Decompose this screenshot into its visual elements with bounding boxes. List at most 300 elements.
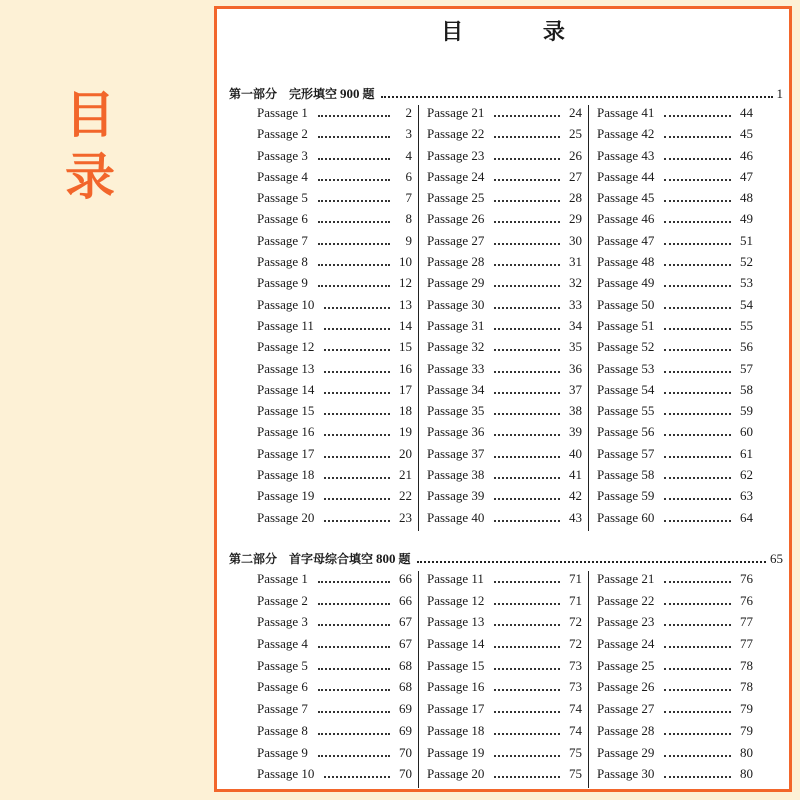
leader-dots [494,433,560,436]
toc-entry-page: 80 [740,766,753,782]
leader-dots [494,623,560,626]
leader-dots [664,114,731,117]
toc-entry [427,403,588,424]
toc-entry-label: Passage 60 [597,509,655,525]
leader-dots [324,433,390,436]
toc-entry [257,424,418,445]
leader-dots [494,602,560,605]
leader-dots [664,602,731,605]
leader-dots [324,497,390,500]
toc-entry-label: Passage 22 [427,126,485,142]
toc-entry-page: 7 [405,190,412,206]
toc-entry [427,446,588,467]
toc-entry-label: Passage 21 [427,105,485,120]
toc-entry-label: Passage 30 [427,296,485,312]
leader-dots [494,348,560,351]
leader-dots [664,220,731,223]
section-1-column-3 [589,105,759,531]
toc-entry-label: Passage 5 [257,657,308,673]
toc-entry [427,614,588,636]
leader-dots [494,455,560,458]
toc-entry [257,593,418,615]
toc-entry-label: Passage 54 [597,381,655,397]
section-1-prefix: 第一部分 完形填空 [229,87,338,101]
toc-entry-page: 41 [569,467,582,483]
toc-entry [427,169,588,190]
toc-entry [597,658,759,680]
toc-entry [257,510,418,531]
leader-dots [664,412,731,415]
toc-entry-label: Passage 52 [597,339,655,355]
toc-entry [257,361,418,382]
section-1-entries [217,105,789,531]
toc-entry-page: 64 [740,509,753,525]
leader-dots [318,199,390,202]
toc-entry [597,424,759,445]
toc-entry [597,382,759,403]
toc-entry-label: Passage 25 [427,190,485,206]
toc-entry-page: 40 [569,445,582,461]
toc-entry-page: 51 [740,232,753,248]
toc-entry-label: Passage 17 [257,445,315,461]
toc-entry-label: Passage 9 [257,744,308,760]
toc-entry-label: Passage 58 [597,467,655,483]
leader-dots [318,688,390,691]
toc-entry [427,766,588,788]
toc-entry-label: Passage 7 [257,232,308,248]
toc-page [214,6,792,792]
toc-entry-label: Passage 48 [597,254,655,270]
leader-dots [494,519,560,522]
toc-entry [597,593,759,615]
toc-entry-page: 33 [569,296,582,312]
toc-entry-label: Passage 3 [257,614,308,630]
toc-entry-label: Passage 43 [597,147,655,163]
section-2-heading [229,550,783,570]
toc-entry-label: Passage 6 [257,679,308,695]
toc-entry-label: Passage 19 [257,488,315,504]
toc-entry [597,766,759,788]
leader-dots [318,602,390,605]
toc-entry [597,723,759,745]
toc-entry-page: 2 [405,105,412,120]
toc-entry-page: 48 [740,190,753,206]
toc-entry [597,254,759,275]
toc-entry-page: 13 [399,296,412,312]
leader-dots [494,775,560,778]
leader-dots [664,178,731,181]
leader-dots [664,754,731,757]
section-2-column-2 [419,571,589,788]
leader-dots [318,114,390,117]
toc-entry-label: Passage 45 [597,190,655,206]
toc-entry-page: 73 [569,657,582,673]
leader-dots [381,95,773,98]
toc-entry-page: 45 [740,126,753,142]
toc-entry-label: Passage 33 [427,360,485,376]
leader-dots [318,263,390,266]
leader-dots [494,242,560,245]
section-2-prefix: 第二部分 首字母综合填空 [229,552,374,566]
toc-entry-page: 68 [399,657,412,673]
toc-entry [427,105,588,126]
toc-entry-page: 21 [399,467,412,483]
toc-entry [597,169,759,190]
leader-dots [417,560,766,563]
toc-entry-page: 77 [740,636,753,652]
toc-entry-label: Passage 41 [597,105,655,120]
toc-entry-page: 66 [399,592,412,608]
leader-dots [318,178,390,181]
toc-entry-label: Passage 21 [597,571,655,586]
toc-entry [257,658,418,680]
toc-entry-label: Passage 55 [597,403,655,419]
toc-entry-page: 38 [569,403,582,419]
toc-entry-page: 27 [569,168,582,184]
toc-entry-label: Passage 13 [427,614,485,630]
toc-entry-page: 53 [740,275,753,291]
toc-entry-page: 10 [399,254,412,270]
toc-entry-label: Passage 10 [257,766,315,782]
leader-dots [324,391,390,394]
leader-dots [664,732,731,735]
toc-entry-label: Passage 50 [597,296,655,312]
toc-entry-page: 49 [740,211,753,227]
toc-entry [597,233,759,254]
toc-entry-page: 61 [740,445,753,461]
toc-entry-page: 68 [399,679,412,695]
toc-entry-label: Passage 6 [257,211,308,227]
leader-dots [318,580,390,583]
toc-entry [427,701,588,723]
leader-dots [664,623,731,626]
toc-entry [427,190,588,211]
toc-entry [597,190,759,211]
section-2-suffix: 题 [398,552,411,566]
leader-dots [494,688,560,691]
toc-entry-page: 71 [569,571,582,586]
leader-dots [318,135,390,138]
toc-entry-page: 46 [740,147,753,163]
toc-entry-label: Passage 16 [427,679,485,695]
toc-entry [257,679,418,701]
leader-dots [318,157,390,160]
toc-entry-page: 24 [569,105,582,120]
toc-entry-label: Passage 14 [257,381,315,397]
leader-dots [494,667,560,670]
toc-entry-label: Passage 3 [257,147,308,163]
leader-dots [318,220,390,223]
section-2-column-1 [217,571,419,788]
leader-dots [664,433,731,436]
toc-entry-label: Passage 53 [597,360,655,376]
toc-entry [597,636,759,658]
section-2-column-3 [589,571,759,788]
toc-entry [257,126,418,147]
toc-entry-label: Passage 24 [597,636,655,652]
toc-entry-page: 59 [740,403,753,419]
toc-entry-label: Passage 20 [427,766,485,782]
toc-entry [257,105,418,126]
toc-entry-label: Passage 11 [257,317,314,333]
toc-entry [597,275,759,296]
toc-entry-page: 8 [405,211,412,227]
leader-dots [324,327,390,330]
leader-dots [664,306,731,309]
section-1-heading [229,85,783,105]
leader-dots [324,370,390,373]
toc-entry [597,571,759,593]
leader-dots [324,412,390,415]
toc-entry-label: Passage 7 [257,701,308,717]
toc-entry-label: Passage 4 [257,636,308,652]
toc-entry-label: Passage 40 [427,509,485,525]
leader-dots [494,114,560,117]
toc-entry-page: 79 [740,722,753,738]
page-title: 目 录 [441,20,601,45]
toc-entry-page: 43 [569,509,582,525]
leader-dots [494,710,560,713]
toc-entry [427,571,588,593]
toc-entry-page: 35 [569,339,582,355]
toc-entry-label: Passage 47 [597,232,655,248]
toc-entry-label: Passage 28 [597,722,655,738]
toc-entry-label: Passage 22 [597,592,655,608]
toc-entry [257,571,418,593]
toc-entry-page: 44 [740,105,753,120]
toc-entry [257,148,418,169]
toc-entry [257,233,418,254]
toc-entry-label: Passage 15 [257,403,315,419]
toc-entry-label: Passage 14 [427,636,485,652]
toc-entry-label: Passage 12 [427,592,485,608]
toc-entry-label: Passage 26 [597,679,655,695]
toc-entry-page: 32 [569,275,582,291]
leader-dots [318,710,390,713]
toc-entry [257,339,418,360]
section-1-suffix: 题 [362,87,375,101]
toc-entry [427,318,588,339]
side-title-char-2: 录 [65,148,115,206]
side-title-char-1: 目 [65,86,115,144]
toc-entry-page: 20 [399,445,412,461]
toc-entry-page: 55 [740,317,753,333]
toc-entry-page: 78 [740,657,753,673]
toc-entry-label: Passage 32 [427,339,485,355]
toc-entry [597,105,759,126]
toc-entry-page: 16 [399,360,412,376]
toc-entry-page: 15 [399,339,412,355]
toc-entry-label: Passage 38 [427,467,485,483]
toc-entry [427,339,588,360]
leader-dots [664,242,731,245]
leader-dots [494,157,560,160]
toc-entry-page: 17 [399,381,412,397]
toc-entry-page: 69 [399,722,412,738]
toc-entry-page: 42 [569,488,582,504]
toc-entry [257,211,418,232]
toc-entry-label: Passage 13 [257,360,315,376]
leader-dots [664,667,731,670]
toc-entry [257,745,418,767]
toc-entry-label: Passage 49 [597,275,655,291]
toc-entry-label: Passage 56 [597,424,655,440]
leader-dots [494,580,560,583]
toc-entry-page: 12 [399,275,412,291]
toc-entry-page: 52 [740,254,753,270]
toc-entry-page: 78 [740,679,753,695]
toc-entry-page: 3 [405,126,412,142]
toc-entry [427,488,588,509]
toc-entry-label: Passage 16 [257,424,315,440]
toc-entry-page: 71 [569,592,582,608]
leader-dots [318,667,390,670]
leader-dots [318,284,390,287]
toc-entry-label: Passage 5 [257,190,308,206]
toc-entry-label: Passage 4 [257,168,308,184]
leader-dots [664,370,731,373]
toc-entry [597,148,759,169]
toc-entry [257,297,418,318]
toc-entry-label: Passage 39 [427,488,485,504]
leader-dots [318,623,390,626]
toc-entry-label: Passage 8 [257,254,308,270]
leader-dots [664,455,731,458]
section-1-column-1 [217,105,419,531]
toc-entry [597,318,759,339]
toc-entry-label: Passage 26 [427,211,485,227]
leader-dots [318,242,390,245]
toc-entry [597,361,759,382]
leader-dots [494,370,560,373]
toc-entry [257,275,418,296]
leader-dots [664,263,731,266]
toc-entry-page: 63 [740,488,753,504]
toc-entry-page: 58 [740,381,753,397]
toc-entry-page: 22 [399,488,412,504]
leader-dots [664,580,731,583]
toc-entry [597,488,759,509]
toc-entry [427,510,588,531]
toc-entry [597,701,759,723]
toc-entry-label: Passage 29 [427,275,485,291]
toc-entry-page: 60 [740,424,753,440]
leader-dots [318,732,390,735]
leader-dots [664,688,731,691]
toc-entry [427,658,588,680]
toc-entry-label: Passage 46 [597,211,655,227]
leader-dots [664,284,731,287]
leader-dots [494,732,560,735]
toc-entry-label: Passage 27 [597,701,655,717]
toc-entry-label: Passage 51 [597,317,655,333]
toc-entry [427,211,588,232]
toc-entry [257,636,418,658]
toc-entry-label: Passage 24 [427,168,485,184]
leader-dots [324,775,390,778]
leader-dots [494,284,560,287]
toc-entry-label: Passage 31 [427,317,485,333]
toc-entry-label: Passage 44 [597,168,655,184]
toc-entry [597,126,759,147]
leader-dots [324,519,390,522]
toc-entry-page: 14 [399,317,412,333]
toc-entry-page: 9 [405,232,412,248]
toc-entry-page: 30 [569,232,582,248]
toc-entry [257,318,418,339]
toc-entry [597,403,759,424]
toc-entry-page: 39 [569,424,582,440]
toc-entry-label: Passage 11 [427,571,484,586]
toc-entry-page: 19 [399,424,412,440]
toc-entry [257,254,418,275]
toc-entry-label: Passage 28 [427,254,485,270]
toc-entry-label: Passage 57 [597,445,655,461]
toc-entry [597,467,759,488]
leader-dots [494,306,560,309]
leader-dots [324,306,390,309]
toc-entry-label: Passage 1 [257,105,308,120]
toc-entry [427,361,588,382]
toc-entry-page: 28 [569,190,582,206]
leader-dots [664,348,731,351]
toc-entry [427,424,588,445]
toc-entry [257,614,418,636]
toc-entry-page: 69 [399,701,412,717]
toc-entry-page: 54 [740,296,753,312]
toc-entry [597,679,759,701]
toc-entry-page: 18 [399,403,412,419]
section-1-page: 1 [776,86,783,101]
toc-entry [427,467,588,488]
toc-entry-page: 70 [399,744,412,760]
toc-entry-label: Passage 27 [427,232,485,248]
toc-entry-page: 67 [399,614,412,630]
toc-entry [597,211,759,232]
toc-entry-page: 36 [569,360,582,376]
leader-dots [494,178,560,181]
leader-dots [494,220,560,223]
toc-entry-page: 47 [740,168,753,184]
leader-dots [664,157,731,160]
section-2-entries [217,571,789,788]
leader-dots [324,455,390,458]
toc-entry-label: Passage 37 [427,445,485,461]
leader-dots [664,391,731,394]
leader-dots [494,754,560,757]
toc-entry-page: 6 [405,168,412,184]
section-1-number: 900 [340,86,360,101]
toc-entry-page: 34 [569,317,582,333]
toc-entry-label: Passage 42 [597,126,655,142]
toc-entry-page: 75 [569,744,582,760]
leader-dots [494,391,560,394]
toc-entry [257,403,418,424]
toc-entry-page: 37 [569,381,582,397]
toc-entry [257,169,418,190]
toc-entry [257,701,418,723]
toc-entry [427,233,588,254]
toc-entry [257,488,418,509]
toc-entry [597,745,759,767]
toc-entry-label: Passage 34 [427,381,485,397]
toc-entry-page: 56 [740,339,753,355]
toc-entry-label: Passage 2 [257,592,308,608]
toc-entry-page: 70 [399,766,412,782]
leader-dots [664,327,731,330]
toc-entry [257,766,418,788]
toc-entry [597,614,759,636]
